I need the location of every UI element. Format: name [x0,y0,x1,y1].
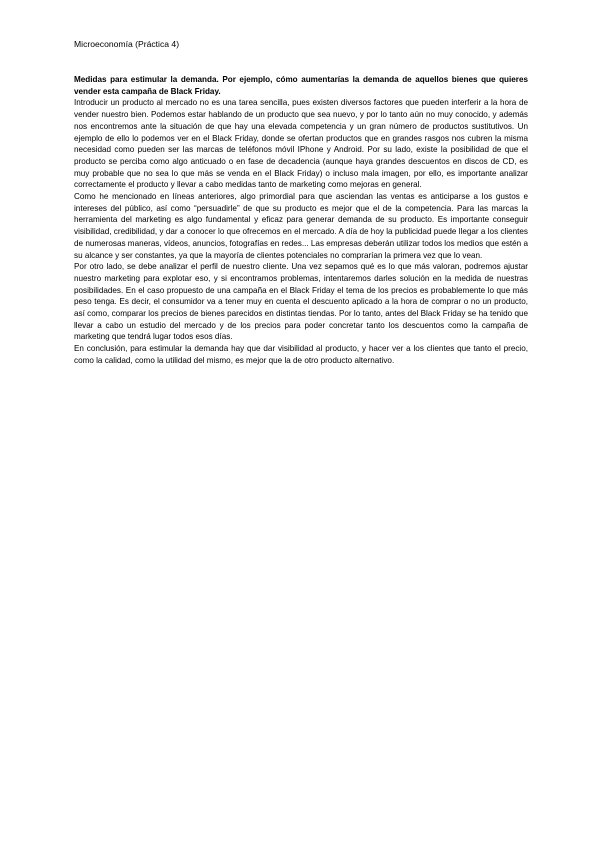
page-header: Microeconomía (Práctica 4) [74,39,180,49]
paragraph-3: Por otro lado, se debe analizar el perfil de nuestro cliente. Una vez sepamos qué es lo que más valoran, podremos ajustar nuestro marketing para explotar eso, y si encontramos problemas, intentaremos darles solución en la medida de nuestras posibilidades. En el caso propuesto de una campaña en el Black Friday el tema de los precios es probablemente lo que más peso tenga. Es decir, el consumidor va a tener muy en cuenta el descuento aplicado a la hora de comprar o no un producto, así como, comparar los precios de bienes parecidos en distintas tiendas. Por lo tanto, antes del Black Friday se ha tenido que llevar a cabo un estudio del mercado y de los precios para poder concretar tanto los descuentos como la campaña de marketing que tendrá lugar todos esos días. [74,262,528,342]
paragraph-1: Introducir un producto al mercado no es una tarea sencilla, pues existen diversos factores que pueden interferir a la hora de vender nuestro bien. Podemos estar hablando de un producto que sea nuevo, y por lo tanto aún no muy conocido, y además nos encontremos ante la situación de que hay una elevada competencia y un gran número de productos sustitutivos. Un ejemplo de ello lo podemos ver en el Black Friday, donde se ofertan productos que en grandes rasgos nos cubren la misma necesidad como pueden ser las marcas de teléfonos móvil IPhone y Android. Por su lado, existe la posibilidad de que el producto se perciba como algo anticuado o en fase de decadencia (aunque haya grandes descuentos en discos de CD, es muy probable que no sea lo que más se venda en el Black Friday) o incluso mala imagen, por ello, es importante analizar correctamente el producto y llevar a cabo medidas tanto de marketing como mejoras en general. [74,98,528,190]
paragraph-2: Como he mencionado en líneas anteriores, algo primordial para que asciendan las ventas es anticiparse a los gustos e intereses del público, así como “persuadirle” de que su producto es mejor que el de la competencia. Para las marcas la herramienta del marketing es algo fundamental y eficaz para generar demanda de su producto. Es importante conseguir visibilidad, credibilidad, y dar a conocer lo que ofrecemos en el mercado. A día de hoy la publicidad puede llegar a los clientes de numerosas maneras, vídeos, anuncios, fotografías en redes... Las empresas deberán utilizar todos los medios que estén a su alcance y ser constantes, ya que la mayoría de clientes potenciales no comprarían la primera vez que lo vean. [74,192,528,260]
document-body [74,74,528,367]
paragraph-4: En conclusión, para estimular la demanda hay que dar visibilidad al producto, y hacer ver a los clientes que tanto el precio, como la calidad, como la utilidad del mismo, es mejor que la de otro producto alternativo. [74,344,528,365]
section-heading: Medidas para estimular la demanda. Por ejemplo, cómo aumentarías la demanda de aquellos bienes que quieres vender esta campaña de Black Friday. [74,75,528,96]
